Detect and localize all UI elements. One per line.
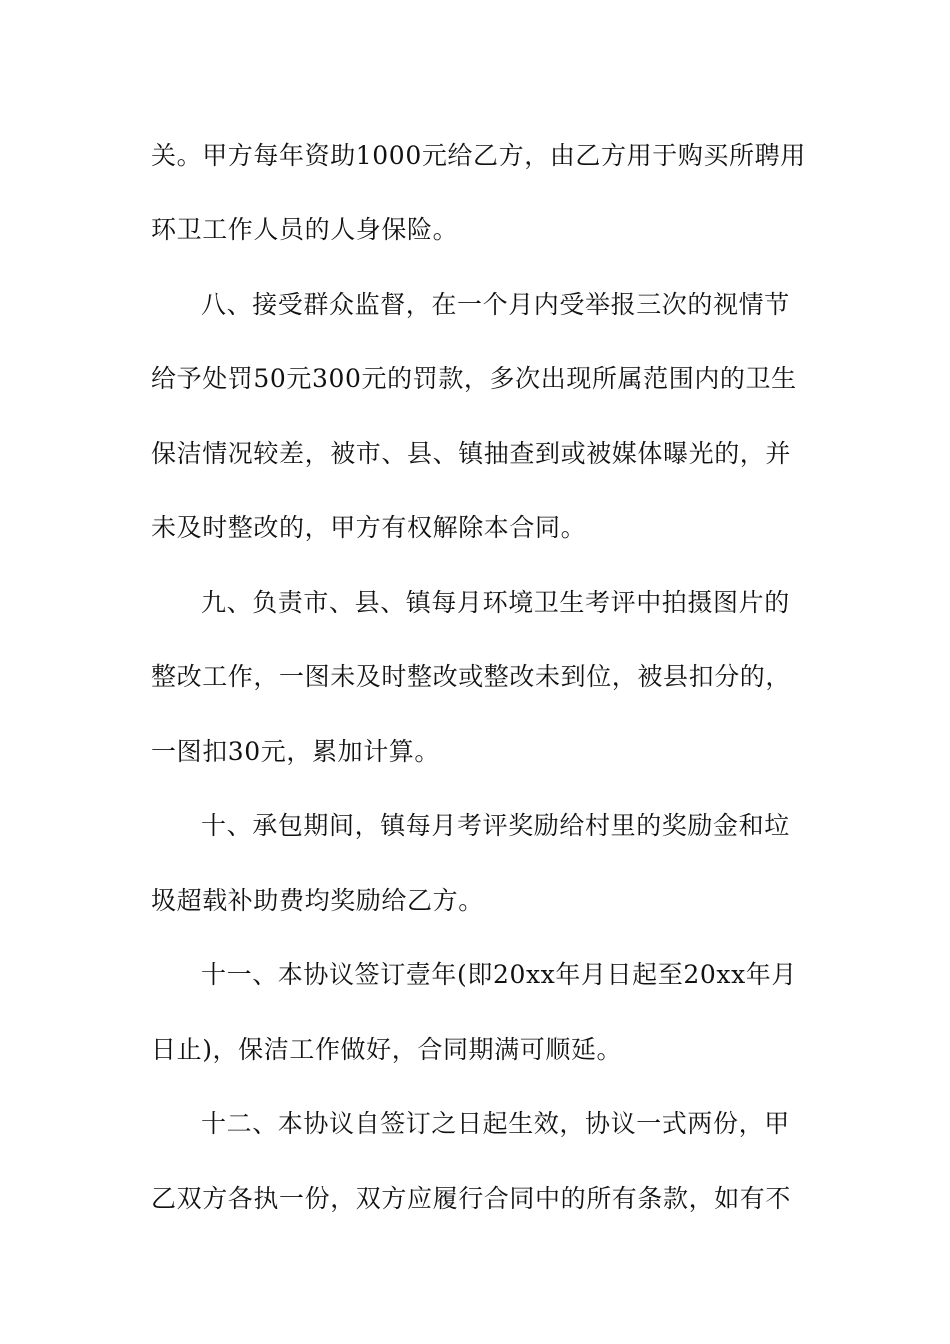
clause-9-start: 九、负责市、县、镇每月环境卫生考评中拍摄图片的 (201, 588, 790, 617)
clause-8-start: 八、接受群众监督，在一个月内受举报三次的视情节 (201, 290, 790, 319)
text-line: 环卫工作人员的人身保险。 (151, 215, 459, 244)
text-line: 给予处罚50元300元的罚款，多次出现所属范围内的卫生 (151, 364, 797, 393)
text-line: 整改工作，一图未及时整改或整改未到位，被县扣分的， (151, 662, 792, 691)
clause-11-start: 十一、本协议签订壹年(即20xx年月日起至20xx年月 (201, 960, 797, 989)
text-line: 日止)，保洁工作做好，合同期满可顺延。 (151, 1035, 623, 1064)
text-line: 乙双方各执一份，双方应履行合同中的所有条款，如有不 (151, 1184, 792, 1213)
text-line: 圾超载补助费均奖励给乙方。 (151, 886, 484, 915)
text-line: 保洁情况较差，被市、县、镇抽查到或被媒体曝光的，并 (151, 439, 792, 468)
clause-12-start: 十二、本协议自签订之日起生效，协议一式两份，甲 (201, 1109, 790, 1138)
text-line: 一图扣30元，累加计算。 (151, 737, 441, 766)
text-line: 未及时整改的，甲方有权解除本合同。 (151, 513, 587, 542)
clause-10-start: 十、承包期间，镇每月考评奖励给村里的奖励金和垃 (201, 811, 790, 840)
text-line: 关。甲方每年资助1000元给乙方，由乙方用于购买所聘用 (151, 141, 806, 170)
